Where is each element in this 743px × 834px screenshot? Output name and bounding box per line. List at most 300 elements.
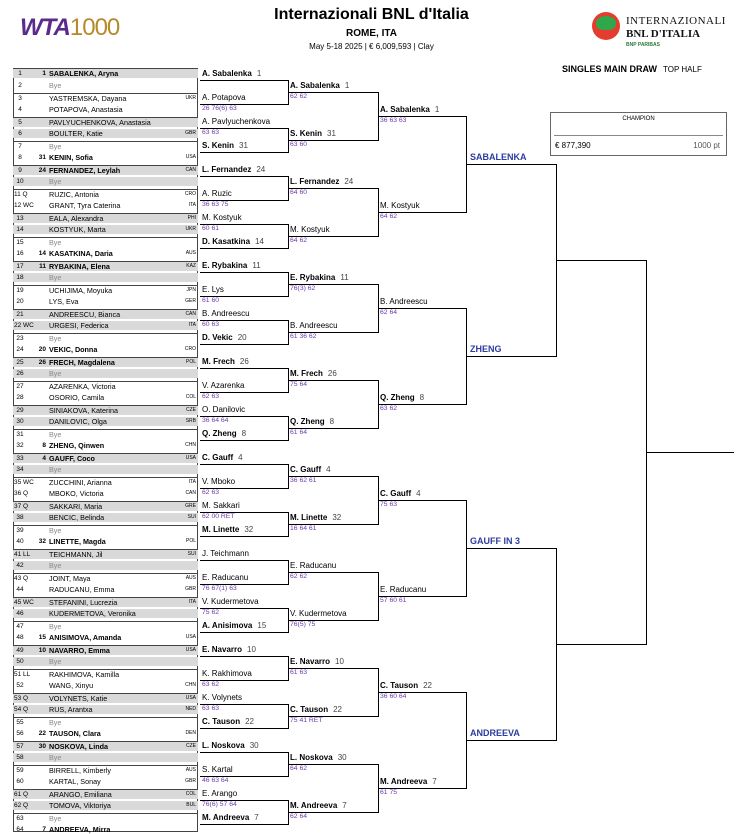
draw-position: 15 <box>16 239 24 246</box>
bracket-line <box>378 212 466 213</box>
nationality: KAZ <box>186 263 196 269</box>
nationality: AUS <box>185 250 196 256</box>
player-row <box>13 765 198 775</box>
nationality: CHN <box>185 442 196 448</box>
bracket-line <box>288 524 378 525</box>
nationality: CAN <box>185 490 196 496</box>
winner-name: K. Volynets <box>202 693 243 702</box>
winner-seed: 4 <box>238 453 243 462</box>
player-row <box>13 705 198 714</box>
match-score: 62 00 RET <box>202 513 235 520</box>
player-name: NAVARRO, Emma <box>49 646 110 655</box>
bracket-line <box>378 404 466 405</box>
draw-position: 53 Q <box>14 695 29 702</box>
match-score: 62 62 <box>290 93 308 100</box>
match-score: 64 62 <box>290 765 308 772</box>
player-name: BIRRELL, Kimberly <box>49 766 111 775</box>
winner-name: E. Raducanu <box>202 573 249 582</box>
draw-position: 35 WC <box>14 479 34 486</box>
player-row <box>13 465 198 474</box>
player-row <box>13 489 198 498</box>
nationality: NED <box>185 706 196 712</box>
player-name: OSORIO, Camila <box>49 393 105 402</box>
player-row <box>13 753 198 762</box>
draw-position: 26 <box>16 370 24 377</box>
winner-name: O. Danilovic <box>202 405 246 414</box>
wta-logo: WTA1000 <box>20 14 120 41</box>
winner-name: E. Raducanu <box>290 561 337 570</box>
bracket-line <box>200 344 288 345</box>
bracket-line <box>288 332 378 333</box>
nationality: CAN <box>185 167 196 173</box>
player-name: TOMOVA, Viktoriya <box>49 801 111 810</box>
winner-name: A. Sabalenka 1 <box>202 69 262 78</box>
player-name: Bye <box>49 369 62 378</box>
tournament-title: Internazionali BNL d'Italia <box>274 6 469 23</box>
winner-seed: 30 <box>337 753 347 762</box>
bracket-line <box>288 140 378 141</box>
bracket-line <box>200 704 288 705</box>
player-row <box>13 69 198 78</box>
winner-name: B. Andreescu <box>290 321 338 330</box>
match-score: 16 64 61 <box>290 525 317 532</box>
match-score: 64 62 <box>290 237 308 244</box>
quarterfinal-winner: ZHENG <box>470 344 502 354</box>
nationality: USA <box>185 634 196 640</box>
player-name: RUZIC, Antonia <box>49 190 99 199</box>
bracket-line <box>200 272 288 273</box>
draw-position: 38 <box>16 514 24 521</box>
bracket-line <box>200 752 288 753</box>
draw-position: 20 <box>16 298 24 305</box>
match-score: 75 64 <box>290 381 308 388</box>
winner-name: D. Vekic 20 <box>202 333 247 342</box>
bracket-line <box>200 176 288 177</box>
player-row <box>13 717 198 727</box>
draw-position: 44 <box>16 586 24 593</box>
quarterfinal-winner: GAUFF IN 3 <box>470 536 521 546</box>
winner-name: L. Noskova 30 <box>202 741 259 750</box>
winner-name: A. Pavlyuchenkova <box>202 117 271 126</box>
nationality: ITA <box>188 202 196 208</box>
player-name: GRANT, Tyra Caterina <box>49 201 121 210</box>
player-name: RAKHIMOVA, Kamilla <box>49 670 120 679</box>
winner-name: M. Linette 32 <box>202 525 254 534</box>
match-score: 36 62 61 <box>290 477 317 484</box>
player-row <box>13 225 198 234</box>
winner-name: S. Kartal <box>202 765 233 774</box>
match-score: 63 63 <box>202 129 220 136</box>
nationality: JPN <box>186 287 196 293</box>
champion-box <box>550 112 727 156</box>
player-row <box>13 777 198 786</box>
seed: 32 <box>38 538 46 545</box>
winner-name: Q. Zheng 8 <box>380 393 425 402</box>
winner-seed: 1 <box>434 105 440 114</box>
player-name: SINIAKOVA, Katerina <box>49 406 118 415</box>
draw-position: 61 Q <box>14 791 29 798</box>
player-name: FRECH, Magdalena <box>49 358 115 367</box>
winner-name: C. Tauson 22 <box>380 681 432 690</box>
player-row <box>13 813 198 823</box>
winner-name: M. Kostyuk <box>202 213 242 222</box>
bracket-line <box>466 164 556 165</box>
player-name: KASATKINA, Daria <box>49 249 113 258</box>
seed: 22 <box>38 730 46 737</box>
bracket-line <box>288 428 378 429</box>
player-name: SAKKARI, Maria <box>49 502 103 511</box>
winner-name: V. Kudermetova <box>290 609 347 618</box>
draw-position: 50 <box>16 658 24 665</box>
winner-seed: 22 <box>423 681 432 690</box>
bracket-line <box>200 464 288 465</box>
player-name: Bye <box>49 622 62 631</box>
player-row <box>13 525 198 535</box>
draw-position: 4 <box>18 106 22 113</box>
bracket-line <box>288 380 378 381</box>
winner-name: M. Andreeva 7 <box>380 777 437 786</box>
winner-seed: 10 <box>335 657 344 666</box>
player-name: BENCIC, Belinda <box>49 513 105 522</box>
player-name: Bye <box>49 273 62 282</box>
bracket-line <box>288 572 378 573</box>
player-row <box>13 237 198 247</box>
seed: 4 <box>42 455 46 462</box>
player-name: RADUCANU, Emma <box>49 585 115 594</box>
player-row <box>13 645 198 655</box>
bracket-line <box>288 476 378 477</box>
player-row <box>13 249 198 258</box>
nationality: ITA <box>188 322 196 328</box>
nationality: USA <box>185 154 196 160</box>
bracket-line <box>200 296 288 297</box>
player-name: ANISIMOVA, Amanda <box>49 633 122 642</box>
bracket-line <box>556 644 646 645</box>
nationality: ITA <box>188 479 196 485</box>
player-row <box>13 393 198 402</box>
match-score: 64 60 <box>290 189 308 196</box>
player-row <box>13 153 198 162</box>
draw-position: 31 <box>16 431 24 438</box>
bracket-line <box>200 128 288 129</box>
winner-name: M. Linette 32 <box>290 513 342 522</box>
player-row <box>13 693 198 703</box>
winner-name: E. Raducanu <box>380 585 427 594</box>
player-name: STEFANINI, Lucrezia <box>49 598 118 607</box>
player-name: Bye <box>49 465 62 474</box>
player-row <box>13 501 198 511</box>
player-row <box>13 105 198 114</box>
seed: 20 <box>38 346 46 353</box>
quarterfinal-winner: SABALENKA <box>470 152 527 162</box>
player-name: Bye <box>49 142 62 151</box>
draw-position: 18 <box>16 274 24 281</box>
match-score: 62 64 <box>380 309 398 316</box>
winner-seed: 15 <box>257 621 267 630</box>
match-score: 62 64 <box>290 813 308 820</box>
bracket-line <box>466 548 556 549</box>
draw-position: 1 <box>18 70 22 77</box>
player-name: KOSTYUK, Marta <box>49 225 106 234</box>
winner-name: S. Kenin 31 <box>202 141 248 150</box>
bracket-line <box>200 560 288 561</box>
player-row <box>13 369 198 378</box>
draw-position: 47 <box>16 623 24 630</box>
nationality: USA <box>185 695 196 701</box>
player-row <box>13 453 198 463</box>
winner-name: J. Teichmann <box>202 549 249 558</box>
draw-position: 19 <box>16 287 24 294</box>
nationality: COL <box>185 394 196 400</box>
winner-seed: 4 <box>416 489 421 498</box>
winner-name: M. Kostyuk <box>290 225 330 234</box>
draw-position: 43 Q <box>14 575 29 582</box>
player-name: Bye <box>49 753 62 762</box>
player-row <box>13 333 198 343</box>
bracket-line <box>200 440 288 441</box>
match-score: 36 64 64 <box>202 417 229 424</box>
player-row <box>13 729 198 738</box>
player-row <box>13 621 198 631</box>
bracket-line <box>200 728 288 729</box>
match-score: 60 61 <box>202 225 220 232</box>
player-row <box>13 405 198 415</box>
winner-seed: 26 <box>327 369 337 378</box>
player-row <box>13 789 198 799</box>
seed: 7 <box>42 826 46 833</box>
draw-position: 36 Q <box>14 490 29 497</box>
player-name: Bye <box>49 526 62 535</box>
winner-name: B. Andreescu <box>202 309 250 318</box>
player-row <box>13 285 198 295</box>
match-score: 36 63 75 <box>202 201 229 208</box>
draw-position: 8 <box>18 154 22 161</box>
match-score: 61 64 <box>290 429 308 436</box>
player-name: Bye <box>49 718 62 727</box>
bracket-line <box>200 536 288 537</box>
nationality: CHN <box>185 682 196 688</box>
match-score: 75 62 <box>202 609 220 616</box>
player-row <box>13 201 198 210</box>
draw-position: 34 <box>16 466 24 473</box>
player-name: KENIN, Sofia <box>49 153 93 162</box>
seed: 15 <box>38 634 46 641</box>
draw-position: 3 <box>18 95 22 102</box>
bracket-line <box>466 356 556 357</box>
draw-position: 2 <box>18 82 22 89</box>
player-row <box>13 801 198 810</box>
nationality: USA <box>185 647 196 653</box>
draw-position: 11 Q <box>14 191 28 198</box>
player-name: ANDREEVA, Mirra <box>49 825 111 834</box>
player-name: WANG, Xinyu <box>49 681 94 690</box>
player-row <box>13 417 198 426</box>
bracket-line <box>378 692 466 693</box>
champion-points: 1000 pt <box>693 141 720 150</box>
player-row <box>13 357 198 367</box>
player-row <box>13 309 198 319</box>
player-row <box>13 177 198 186</box>
nationality: UKR <box>185 95 196 101</box>
player-row <box>13 585 198 594</box>
bracket-line <box>466 740 556 741</box>
player-row <box>13 741 198 751</box>
winner-name: B. Andreescu <box>380 297 428 306</box>
player-row <box>13 657 198 666</box>
player-row <box>13 669 198 679</box>
player-name: GAUFF, Coco <box>49 454 95 463</box>
winner-name: L. Fernandez 24 <box>202 165 266 174</box>
player-row <box>13 189 198 199</box>
winner-name: E. Rybakina 11 <box>202 261 261 270</box>
match-score: 46 63 64 <box>202 777 229 784</box>
nationality: CAN <box>185 311 196 317</box>
champion-prize: € 877,390 <box>555 141 591 150</box>
winner-seed: 20 <box>237 333 247 342</box>
draw-position: 59 <box>16 767 24 774</box>
winner-seed: 8 <box>241 429 247 438</box>
player-row <box>13 297 198 306</box>
draw-position: 52 <box>16 682 24 689</box>
winner-name: V. Azarenka <box>202 381 245 390</box>
bracket-line <box>378 500 466 501</box>
draw-position: 21 <box>16 311 24 318</box>
nationality: CZE <box>186 743 196 749</box>
winner-seed: 31 <box>239 141 248 150</box>
seed: 10 <box>38 647 46 654</box>
bracket-line <box>200 368 288 369</box>
winner-seed: 11 <box>340 273 349 282</box>
draw-position: 57 <box>16 743 24 750</box>
winner-seed: 32 <box>332 513 342 522</box>
nationality: GBR <box>185 130 196 136</box>
draw-position: 49 <box>16 647 24 654</box>
bracket-line <box>200 608 288 609</box>
bracket-line <box>288 188 378 189</box>
winner-name: Q. Zheng 8 <box>290 417 335 426</box>
winner-seed: 7 <box>432 777 437 786</box>
winner-name: E. Navarro 10 <box>202 645 256 654</box>
winner-name: S. Kenin 31 <box>290 129 336 138</box>
player-name: Bye <box>49 334 62 343</box>
draw-position: 16 <box>16 250 24 257</box>
match-score: 61 63 <box>290 669 308 676</box>
winner-name: C. Gauff 4 <box>202 453 243 462</box>
bracket-line <box>200 800 288 801</box>
player-name: ARANGO, Emiliana <box>49 790 112 799</box>
seed: 30 <box>38 743 46 750</box>
bracket-line <box>200 152 288 153</box>
player-row <box>13 129 198 138</box>
bracket-line <box>200 512 288 513</box>
player-row <box>13 681 198 690</box>
match-score: 57 60 61 <box>380 597 407 604</box>
bracket-line <box>200 224 288 225</box>
bracket-line <box>200 632 288 633</box>
draw-position: 33 <box>16 455 24 462</box>
bracket-line <box>646 452 734 453</box>
winner-name: M. Andreeva 7 <box>202 813 259 822</box>
player-name: PAVLYUCHENKOVA, Anastasia <box>49 118 151 127</box>
nationality: COL <box>185 791 196 797</box>
draw-position: 51 LL <box>14 671 31 678</box>
player-row <box>13 825 198 834</box>
bracket-line <box>288 668 378 669</box>
match-score: 76(3) 62 <box>290 285 316 292</box>
player-name: VEKIC, Donna <box>49 345 98 354</box>
bracket-line <box>200 392 288 393</box>
nationality: USA <box>185 455 196 461</box>
nationality: SUI <box>187 551 196 557</box>
bracket-line <box>288 812 378 813</box>
bracket-line <box>556 260 646 261</box>
winner-seed: 14 <box>255 237 264 246</box>
match-score: 76(6) 57 64 <box>202 801 237 808</box>
player-row <box>13 381 198 391</box>
winner-name: A. Ruzic <box>202 189 232 198</box>
bracket-line <box>200 680 288 681</box>
nationality: PHI <box>187 215 196 221</box>
bracket-line <box>288 284 378 285</box>
winner-seed: 22 <box>333 705 342 714</box>
player-row <box>13 165 198 175</box>
player-name: Bye <box>49 81 62 90</box>
draw-position: 32 <box>16 442 24 449</box>
draw-position: 6 <box>18 130 22 137</box>
bracket-line <box>200 248 288 249</box>
winner-name: D. Kasatkina 14 <box>202 237 264 246</box>
winner-name: E. Navarro 10 <box>290 657 344 666</box>
player-name: ZUCCHINI, Arianna <box>49 478 112 487</box>
match-score: 61 36 62 <box>290 333 317 340</box>
winner-seed: 26 <box>239 357 249 366</box>
winner-seed: 8 <box>419 393 425 402</box>
draw-position: 9 <box>18 167 22 174</box>
nationality: AUS <box>185 767 196 773</box>
match-score: 76 67(1) 63 <box>202 585 237 592</box>
draw-position: 30 <box>16 418 24 425</box>
tournament-logo: INTERNAZIONALI BNL D'ITALIA BNP PARIBAS <box>592 12 732 52</box>
player-row <box>13 513 198 522</box>
winner-seed: 24 <box>256 165 266 174</box>
match-score: 63 62 <box>202 681 220 688</box>
player-name: Bye <box>49 561 62 570</box>
tournament-details: May 5-18 2025 | € 6,009,593 | Clay <box>309 42 434 51</box>
player-name: JOINT, Maya <box>49 574 91 583</box>
bracket-line <box>288 764 378 765</box>
match-score: 75 63 <box>380 501 398 508</box>
winner-name: M. Kostyuk <box>380 201 420 210</box>
seed: 1 <box>42 70 46 77</box>
header <box>0 0 743 62</box>
seed: 8 <box>42 442 46 449</box>
winner-name: K. Rakhimova <box>202 669 252 678</box>
draw-position: 23 <box>16 335 24 342</box>
draw-position: 41 LL <box>14 551 31 558</box>
player-row <box>13 213 198 223</box>
player-row <box>13 609 198 618</box>
seed: 11 <box>39 263 46 270</box>
match-score: 26 76(6) 63 <box>202 105 237 112</box>
match-score: 36 63 63 <box>380 117 407 124</box>
winner-seed: 1 <box>256 69 262 78</box>
player-name: UCHIJIMA, Moyuka <box>49 286 113 295</box>
draw-position: 42 <box>16 562 24 569</box>
winner-name: A. Potapova <box>202 93 246 102</box>
winner-name: C. Tauson 22 <box>202 717 254 726</box>
winner-seed: 22 <box>245 717 254 726</box>
match-score: 64 62 <box>380 213 398 220</box>
